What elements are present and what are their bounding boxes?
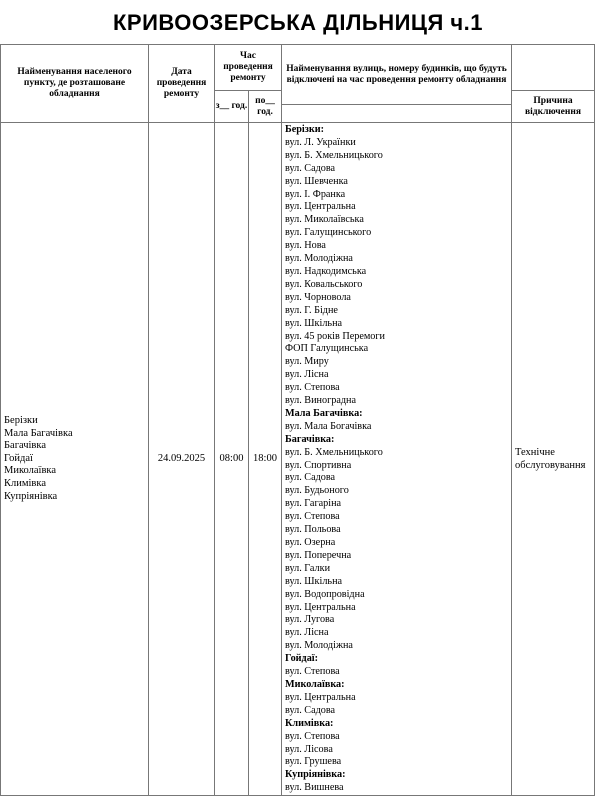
header-blank: [512, 45, 595, 91]
header-date: Дата проведення ремонту: [149, 45, 215, 123]
outage-table: [0, 44, 595, 796]
streets-cell: [282, 123, 512, 796]
street-item: вул. Лісова: [285, 743, 333, 755]
street-item: вул. Садова: [285, 472, 336, 484]
street-item: ФОП Галущинська: [285, 343, 369, 355]
header-time-from: з__ год.: [215, 91, 249, 123]
street-item: вул. Грушева: [285, 756, 342, 768]
header-time-to: по__ год.: [249, 91, 282, 123]
street-item: вул. Польова: [285, 524, 341, 536]
street-item: вул. Степова: [285, 382, 340, 394]
street-item: вул. Чорновола: [285, 291, 351, 303]
street-item: вул. Молодіжна: [285, 640, 353, 652]
street-item: вул. Поперечна: [285, 549, 352, 561]
street-group-heading: Багачівка:: [285, 433, 335, 445]
street-item: вул. Шкільна: [285, 317, 343, 329]
settlement-item: Климівка: [4, 477, 46, 489]
street-item: вул. Вишнева: [285, 782, 344, 794]
street-item: вул. Виноградна: [285, 395, 357, 407]
settlement-item: Миколаївка: [4, 465, 57, 477]
time-from-cell: 08:00: [215, 123, 249, 796]
settlement-item: Багачівка: [4, 440, 46, 452]
street-item: вул. Нова: [285, 240, 326, 252]
street-group-heading: Купріянівка:: [285, 769, 346, 781]
street-item: вул. Галущинського: [285, 227, 372, 239]
header-settlement: Найменування населеного пункту, де розташоване обладнання: [1, 45, 149, 123]
street-item: вул. Молодіжна: [285, 253, 353, 265]
street-item: вул. 45 років Перемоги: [285, 330, 386, 342]
street-item: вул. Л. Українки: [285, 136, 356, 148]
street-item: вул. Озерна: [285, 537, 336, 548]
settlement-item: Мала Багачівка: [4, 427, 73, 439]
settlement-item: Купріянівка: [4, 490, 58, 502]
street-item: вул. Садова: [285, 162, 336, 174]
header-reason: Причина відключення: [512, 91, 595, 123]
street-group-heading: Климівка:: [285, 717, 334, 729]
street-item: вул. Мала Богачівка: [285, 420, 372, 432]
street-group-heading: Гойдаї:: [285, 653, 319, 665]
street-item: вул. Степова: [285, 511, 340, 523]
street-item: вул. Шевченка: [285, 175, 348, 187]
header-row: [1, 45, 595, 91]
page-title: КРИВООЗЕРСЬКА ДІЛЬНИЦЯ ч.1: [112, 10, 484, 35]
street-item: вул. Будьоного: [285, 485, 349, 497]
street-item: вул. Лісна: [285, 627, 329, 639]
table-row: [1, 123, 595, 796]
street-item: вул. Миру: [285, 356, 329, 368]
street-item: вул. Степова: [285, 730, 340, 742]
settlement-item: Гойдаї: [4, 452, 33, 464]
street-item: вул. Степова: [285, 666, 340, 678]
street-item: вул. Г. Бідне: [285, 304, 338, 316]
street-item: вул. Лісна: [285, 369, 329, 381]
time-to-cell: 18:00: [249, 123, 282, 796]
street-item: вул. Б. Хмельницького: [285, 149, 383, 161]
street-item: вул. Галки: [285, 562, 331, 574]
header-streets: Найменування вулиць, номеру будинків, що будуть відключені на час проведення ремонту обладнання: [282, 45, 512, 105]
settlements-cell: [1, 123, 149, 796]
street-group-heading: Миколаївка:: [285, 678, 345, 690]
header-time: Час проведення ремонту: [215, 45, 282, 91]
street-item: вул. Центральна: [285, 601, 356, 613]
street-item: вул. Садова: [285, 704, 336, 716]
street-item: вул. Б. Хмельницького: [285, 446, 383, 458]
street-item: вул. Миколаївська: [285, 214, 364, 226]
street-group-heading: Мала Багачівка:: [285, 407, 363, 419]
street-item: вул. Центральна: [285, 691, 356, 703]
street-item: вул. Надкодимська: [285, 265, 367, 277]
street-item: вул. І. Франка: [285, 188, 346, 200]
street-item: вул. Водопровідна: [285, 588, 365, 600]
settlement-item: Берізки: [4, 414, 38, 426]
street-item: вул. Спортивна: [285, 459, 352, 471]
street-item: вул. Шкільна: [285, 575, 343, 587]
date-cell: 24.09.2025: [149, 123, 215, 796]
street-item: вул. Ковальського: [285, 278, 363, 290]
street-item: вул. Гагаріна: [285, 498, 342, 510]
street-item: вул. Лугова: [285, 614, 335, 626]
reason-cell: Технічне обслуговування: [512, 123, 595, 796]
street-item: вул. Центральна: [285, 201, 356, 213]
street-group-heading: Берізки:: [285, 124, 324, 135]
header-streets-tail: [282, 105, 512, 123]
